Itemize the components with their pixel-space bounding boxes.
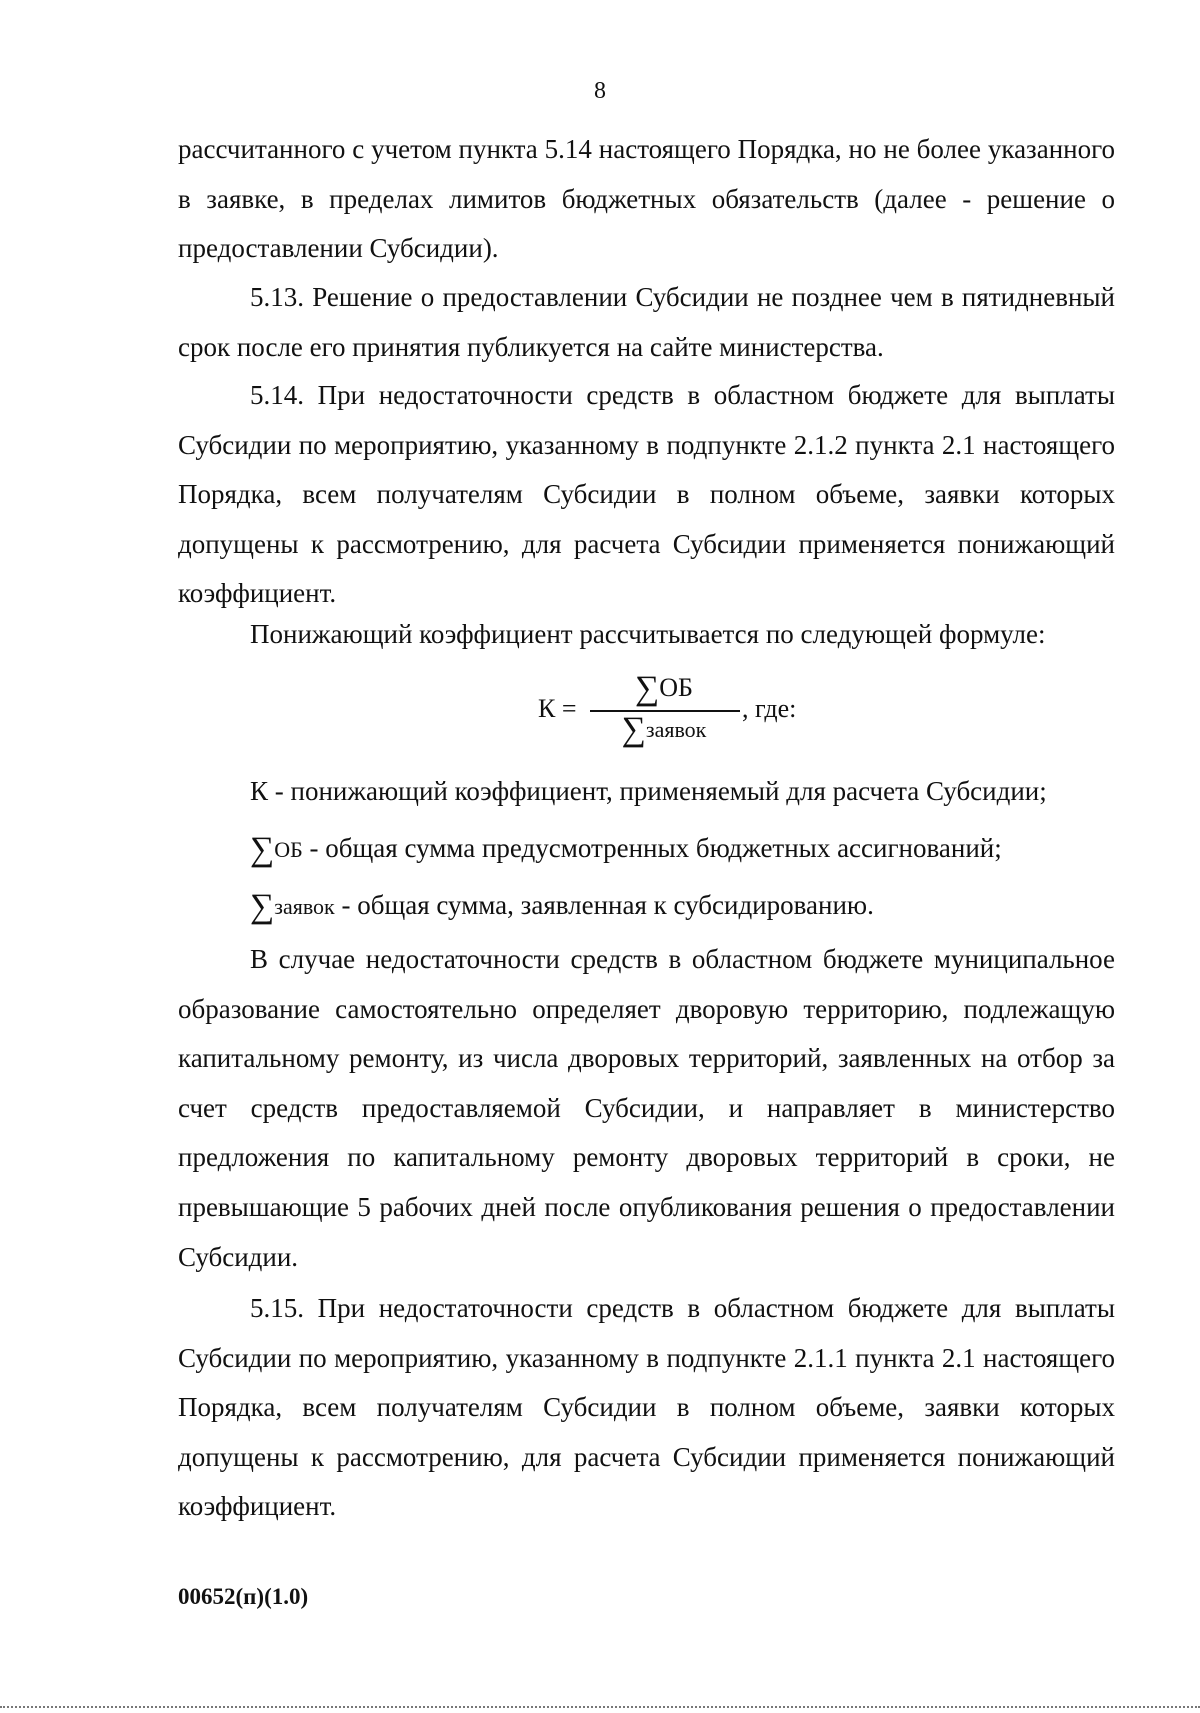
denominator-label: заявок bbox=[645, 717, 707, 742]
sigma-icon: ∑ bbox=[250, 888, 275, 925]
paragraph-text: 5.13. Решение о предоставлении Субсидии не позднее чем в пятидневный срок после его принятия публикуется на сайте министерства. bbox=[178, 282, 1115, 362]
paragraph-text: 5.14. При недостаточности средств в областном бюджете для выплаты Субсидии по мероприятию, указанному в подпункте 2.1.2 пункта 2.1 настоящего Порядка, всем получателям Субсидии в полном объеме, заявки которых допущены к рассмотрению, для расчета Субсидии применяется понижающий коэффициент. bbox=[178, 380, 1115, 609]
definition-symbol-sub: заявок bbox=[274, 894, 335, 919]
paragraph-text: В случае недостаточности средств в областном бюджете муниципальное образование самостоятельно определяет дворовую территорию, подлежащую капитальному ремонту, из числа дворовых территорий, заявленных на отбор за счет средств предоставляемой Субсидии, и направляет в министерство предложения по капитальному ремонту дворовых территорий в сроки, не превышающие 5 рабочих дней после опубликования решения о предоставлении Субсидии. bbox=[178, 944, 1115, 1272]
definition-text: - общая сумма, заявленная к субсидированию. bbox=[334, 890, 874, 920]
paragraph-5-15 bbox=[178, 1284, 1115, 1532]
definition-row bbox=[250, 823, 1047, 880]
paragraph-insufficient-funds bbox=[178, 935, 1115, 1282]
paragraph-text: рассчитанного с учетом пункта 5.14 настоящего Порядка, но не более указанного в заявке, в пределах лимитов бюджетных обязательств (далее - решение о предоставлении Субсидии). bbox=[178, 134, 1115, 264]
paragraph-5-13 bbox=[178, 273, 1115, 372]
formula-lhs: К = bbox=[538, 694, 577, 723]
sigma-icon: ∑ bbox=[250, 831, 275, 868]
formula-suffix: , где: bbox=[742, 694, 797, 723]
definition-row bbox=[250, 766, 1047, 823]
numerator-label: ОБ bbox=[659, 673, 693, 702]
definition-row bbox=[250, 880, 1047, 937]
formula-fraction bbox=[588, 670, 740, 750]
page-number: 8 bbox=[594, 78, 606, 104]
paragraph-text: 5.15. При недостаточности средств в областном бюджете для выплаты Субсидии по мероприятию, указанному в подпункте 2.1.1 пункта 2.1 настоящего Порядка, всем получателям Субсидии в полном объеме, заявки которых допущены к рассмотрению, для расчета Субсидии применяется понижающий коэффициент. bbox=[178, 1293, 1115, 1522]
sigma-icon: ∑ bbox=[621, 711, 646, 748]
paragraph-5-14 bbox=[178, 371, 1115, 619]
formula-intro: Понижающий коэффициент рассчитывается по следующей формуле: bbox=[250, 619, 1046, 649]
formula bbox=[538, 670, 838, 750]
definition-text: К - понижающий коэффициент, применяемый для расчета Субсидии; bbox=[250, 776, 1047, 806]
sigma-icon: ∑ bbox=[635, 670, 660, 707]
definition-symbol-sub: ОБ bbox=[274, 837, 303, 862]
definition-text: - общая сумма предусмотренных бюджетных ассигнований; bbox=[302, 833, 1002, 863]
definitions-list bbox=[250, 766, 1047, 937]
formula-denominator bbox=[588, 710, 740, 749]
document-code: 00652(п)(1.0) bbox=[178, 1584, 309, 1609]
paragraph-continuation bbox=[178, 125, 1115, 274]
formula-numerator bbox=[588, 670, 740, 707]
bottom-edge-line bbox=[0, 1706, 1200, 1708]
